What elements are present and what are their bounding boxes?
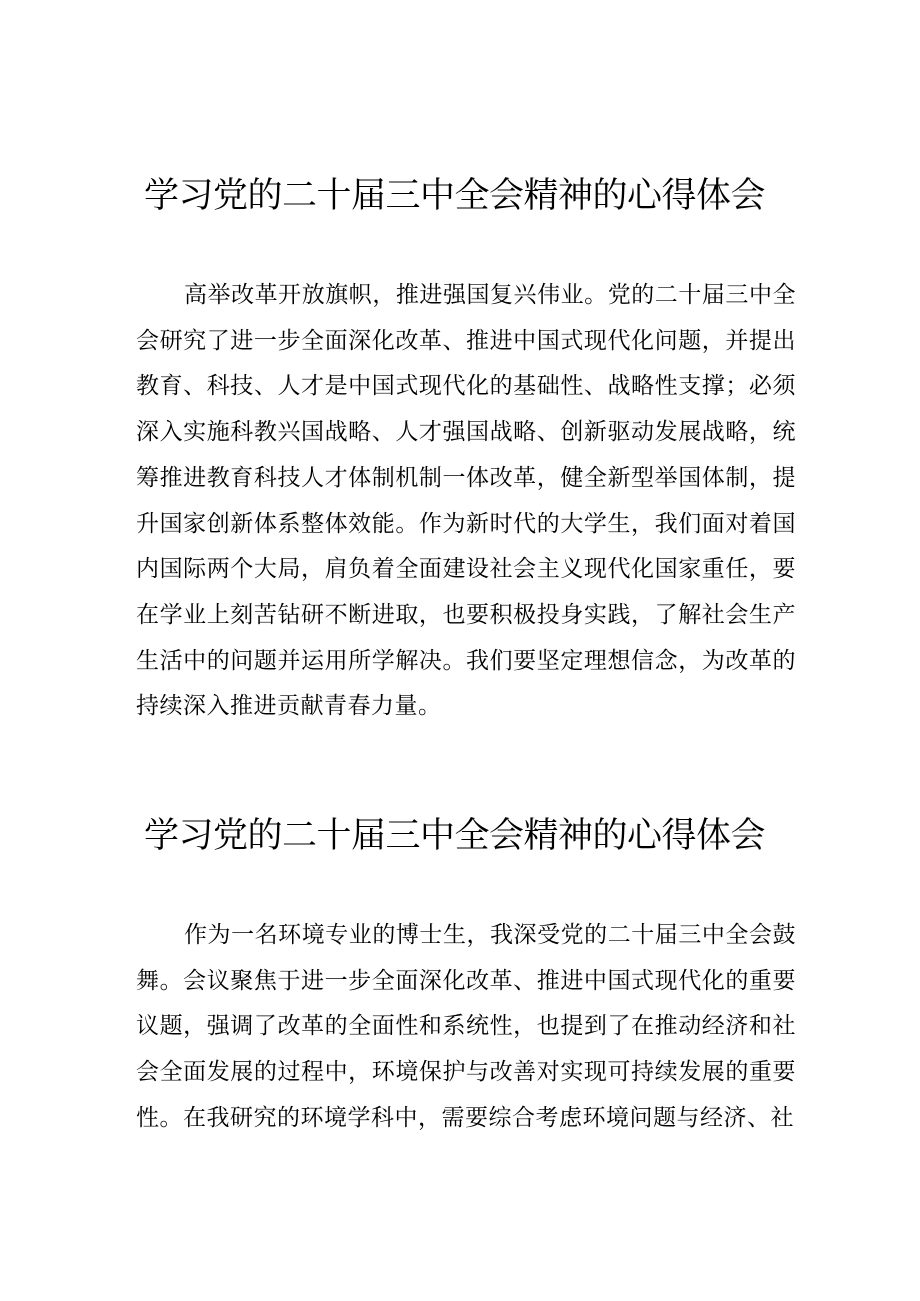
essay-section-2	[136, 808, 796, 1142]
essay-section-1	[136, 168, 796, 730]
essay-paragraph: 高举改革开放旗帜，推进强国复兴伟业。党的二十届三中全会研究了进一步全面深化改革、推进中国式现代化问题，并提出教育、科技、人才是中国式现代化的基础性、战略性支撑；必须深入实施科教兴国战略、人才强国战略、创新驱动发展战略，统筹推进教育科技人才体制机制一体改革，健全新型举国体制，提升国家创新体系整体效能。作为新时代的大学生，我们面对着国内国际两个大局，肩负着全面建设社会主义现代化国家重任，要在学业上刻苦钻研不断进取，也要积极投身实践，了解社会生产生活中的问题并运用所学解决。我们要坚定理想信念，为改革的持续深入推进贡献青春力量。	[136, 282, 796, 720]
essay-title: 学习党的二十届三中全会精神的心得体会	[144, 816, 766, 856]
essay-title: 学习党的二十届三中全会精神的心得体会	[144, 176, 766, 216]
essay-paragraph: 作为一名环境专业的博士生，我深受党的二十届三中全会鼓舞。会议聚焦于进一步全面深化改革、推进中国式现代化的重要议题，强调了改革的全面性和系统性，也提到了在推动经济和社会全面发展的过程中，环境保护与改善对实现可持续发展的重要性。在我研究的环境学科中，需要综合考虑环境问题与经济、社	[136, 922, 796, 1131]
